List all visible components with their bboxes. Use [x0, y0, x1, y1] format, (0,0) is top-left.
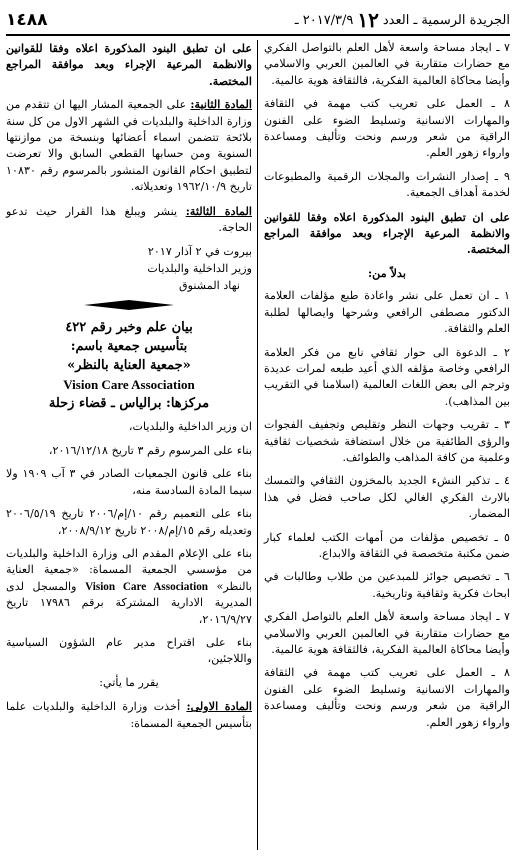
right-column — [264, 40, 510, 738]
right-paragraph: ١ ـ ان تعمل على نشر واعادة طبع مؤلفات العلامة الدكتور مصطفى الرافعي وشرحها وايصالها لطلبة العلم والثقافة. — [264, 289, 510, 336]
law-paragraph: بناء على قانون الجمعيات الصادر في ٣ آب ١٩٠٩ ولا سيما المادة السادسة منه، — [6, 467, 252, 497]
notice-english-name: Vision Care Association — [85, 580, 209, 593]
right-paragraph: ٨ ـ العمل على تعريب كتب مهمة في الثقافة والمهارات الانسانية وتسليط الضوء على الفنون الراقية من شعر ورسم ونحت وتأليف ومساعدة وارواء زهور العلم. — [264, 97, 510, 160]
gazette-title — [295, 8, 510, 32]
page-number: ١٤٨٨ — [6, 10, 48, 30]
article-3-label: المادة الثالثة: — [185, 203, 252, 218]
right-paragraph: ٤ ـ تذكير النشء الجديد بالمخزون الثقافي والتمسك بالارث الفكري الغالي لكل صاحب فضل في هذا المضمار. — [264, 474, 510, 521]
article-2-text: على الجمعية المشار اليها ان تتقدم من وزارة الداخلية والبلديات في الشهر الاول من كل سنة بلائحة تتضمن اسماء أعضائها وبنسخة من موازنتها السنوية ومن حسابها القطعي السابق والا تعرضت لتطبيق احكام القانون المنشور بالمرسوم رقم ١٠٨٣٠ تاريخ ١٩٦٢/١٠/٩ وتعديلاته. — [6, 98, 252, 194]
header-rule — [6, 34, 510, 36]
right-paragraph: ٢ ـ الدعوة الى حوار ثقافي نابع من فكر العلامة الرافعي وخاصة مؤلفه الذي أعيد طبعه لمرات عديدة وترجم الى بعض اللغات العالمية (اسلامنا في التقريب بين المذاهب). — [264, 345, 510, 408]
minister-title: وزير الداخلية والبلديات — [147, 262, 252, 276]
signature-block — [6, 243, 252, 294]
article-1-label: المادة الاولى: — [186, 699, 252, 714]
headquarters: مركزها: برالياس ـ قضاء زحلة — [48, 396, 210, 412]
circular-paragraph: بناء على التعميم رقم ١٠/إم/٢٠٠٦ تاريخ ٢٠٠٦/٥/١٩ وتعديله رقم ١٥/إم/٢٠٠٨ تاريخ ٢٠٠٨/٩/١٢، — [6, 507, 252, 537]
association-name-en: Vision Care Association — [63, 377, 195, 393]
right-paragraph: بدلاً من: — [368, 265, 406, 280]
right-paragraph: ٧ ـ ايجاد مساحة واسعة لأهل العلم بالتواصل الفكري مع حضارات متقاربة في العالمين العربي والاسلامي وأيضا محاكاة العالمية الفكرية، فالثقافة هوية عالمية. — [264, 610, 510, 656]
right-paragraph: ٦ ـ تخصيص جوائز للمبدعين من طلاب وطالبات في ابحاث فكرية وثقافية وتاريخية. — [264, 570, 510, 600]
article-1-text: أخذت وزارة الداخلية والبلديات علما بتأسيس الجمعية المسماة: — [6, 700, 252, 730]
right-paragraph: ٧ ـ ايجاد مساحة واسعة لأهل العلم بالتواصل الفكري مع حضارات متقاربة في العالمين العربي والاسلامي وأيضا محاكاة العالمية الفكرية، فالثقافة هوية عالمية. — [264, 41, 510, 87]
left-column — [6, 40, 252, 739]
issue-date: ٢٠١٧/٣/٩ ـ — [294, 12, 354, 28]
right-paragraph: على ان تطبق البنود المذكورة اعلاه وفقا للقوانين والانظمة المرعية الإجراء وبعد موافقة المراجع المختصة. — [264, 209, 510, 257]
notice-paragraph — [6, 546, 252, 628]
ornament-icon — [84, 300, 174, 310]
notice-title: بيان علم وخبر رقم ٤٢٢ — [65, 320, 193, 336]
place-date: بيروت في ٢ آذار ٢٠١٧ — [147, 245, 252, 259]
intro-line: ان وزير الداخلية والبلديات، — [128, 420, 252, 434]
minister-name: نهاد المشنوق — [178, 279, 240, 293]
ornament-divider — [6, 300, 252, 310]
right-paragraph: ٨ ـ العمل على تعريب كتب مهمة في الثقافة والمهارات الانسانية وتسليط الضوء على الفنون الراقية من شعر ورسم ونحت وتأليف ومساعدة وارواء زهور العلم. — [264, 666, 510, 729]
article-3 — [6, 203, 252, 237]
association-name-ar: «جمعية العناية بالنظر» — [67, 358, 191, 374]
article-2-label: المادة الثانية: — [190, 97, 252, 112]
notice-text-a: بناء على الإعلام المقدم الى وزارة الداخلية والبلديات من مؤسسي الجمعية المسماة: «جمعية العناية بالنظر» — [6, 546, 253, 593]
column-divider — [257, 40, 258, 850]
right-paragraph: ٣ ـ تقريب وجهات النظر وتقليص وتجفيف الفجوات والرؤى الطائفية من خلال استضافة شخصيات ثقافية وعلمية من كافة المذاهب والطوائف. — [264, 418, 510, 464]
decree-paragraph: بناء على المرسوم رقم ٣ تاريخ ٢٠١٦/١٢/١٨، — [48, 443, 252, 457]
page-header — [6, 6, 510, 34]
gazette-name: الجريدة الرسمية ـ العدد — [382, 12, 510, 28]
conditions-paragraph: على ان تطبق البنود المذكورة اعلاه وفقا للقوانين والانظمة المرعية الإجراء وبعد موافقة المراجع المختصة. — [6, 41, 252, 88]
right-paragraph: ٥ ـ تخصيص مؤلفات من أمهات الكتب لعلماء كبار ضمن مكتبة متخصصة في الثقافة والابداع. — [264, 530, 510, 560]
right-paragraph: ٩ ـ إصدار النشرات والمجلات الرقمية والمطبوعات لخدمة أهداف الجمعية. — [264, 169, 510, 200]
article-2 — [6, 96, 252, 195]
article-1 — [6, 698, 252, 732]
notice-subtitle: بتأسيس جمعية باسم: — [70, 339, 188, 355]
director-paragraph: بناء على اقتراح مدير عام الشؤون السياسية واللاجئين، — [6, 635, 252, 666]
article-3-text: ينشر ويبلغ هذا القرار حيث تدعو الحاجة. — [6, 204, 252, 235]
decides-line: يقرر ما يأتي: — [99, 675, 159, 689]
notice-text-b: والمسجل لدى المديرية الادارية المشتركة برقم ١٧٩٨٦ تاريخ ٢٠١٦/٩/٢٧، — [6, 579, 252, 626]
issue-number: ١٢ — [357, 8, 379, 32]
